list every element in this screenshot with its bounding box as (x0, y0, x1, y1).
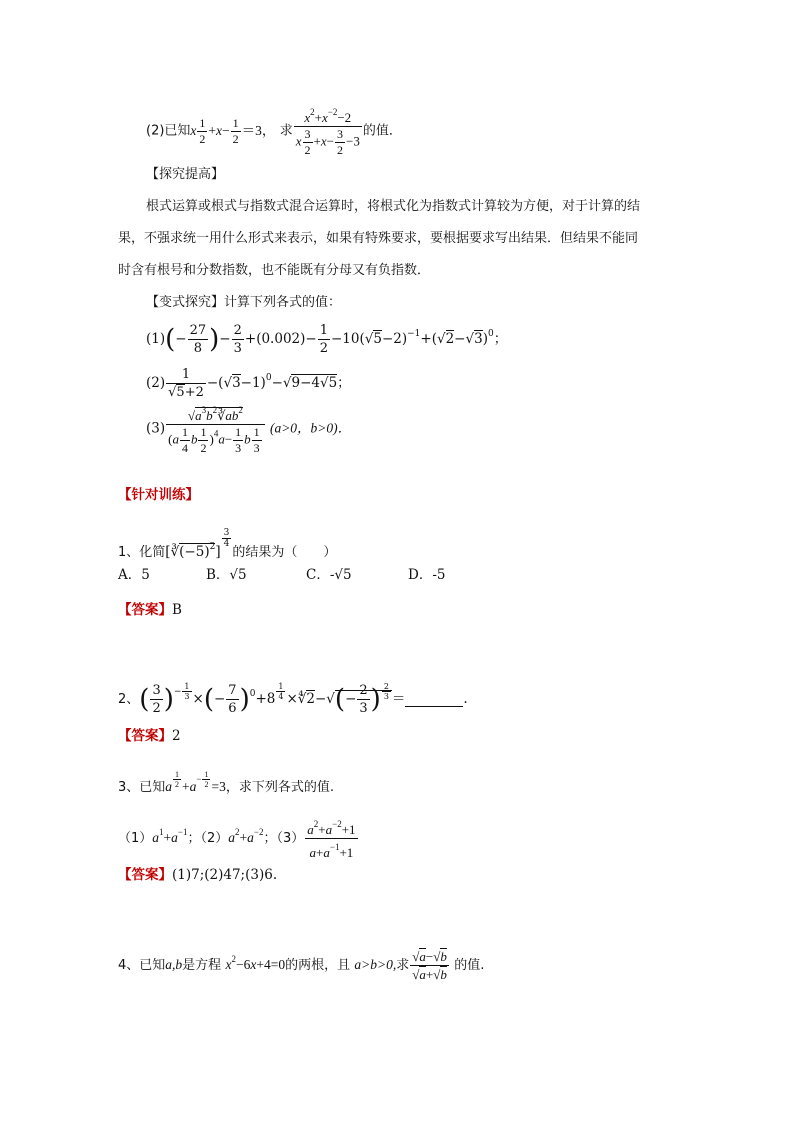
variant-item-2-label: (2) (146, 375, 166, 391)
question-4-text: 的两根，且 (285, 958, 351, 973)
variant-item-1-label: (1) (146, 331, 166, 347)
explore-paragraph-line-3: 时含有根号和分数指数，也不能既有分母又有负指数． (118, 263, 431, 278)
sub3-fraction: $\frac{a^2+a^{-2}+1}{a+a^{-1}+1}$ (305, 816, 357, 861)
variant-intro: 计算下列各式的值： (224, 295, 342, 310)
separator: ； (263, 831, 277, 846)
problem-2-line (146, 104, 402, 158)
explore-title: 【探究提高】 (146, 167, 225, 182)
question-3-condition: a $^{\frac{1}{2}}$ $+a^{- \frac{1}{2}}$ =3 (165, 770, 226, 794)
variant-title-line (146, 294, 341, 312)
question-3-label: 3、已知 (118, 780, 166, 795)
question-4-condition: a>b>0, (354, 957, 397, 972)
variant-item-3-fraction: $√a^3b^2∛ab^2$ (a $\frac{1}{4}$ b $\frac{1}{2}$ )$^4$a− $\frac{1}{3}$ b $\frac{1}{3}$ (166, 402, 265, 456)
sub1-label: （1） (118, 831, 153, 846)
variant-item-2: (2) $\frac{1}{√5+2}$ $-(√3-1)^0-√9-4√5$； (146, 367, 351, 400)
answer-tag: 【答案】 (118, 602, 172, 618)
separator: ； (187, 831, 201, 846)
answer-tag: 【答案】 (118, 867, 172, 883)
variant-item-3-condition: (a>0，b>0)． (269, 420, 352, 436)
variant-item-1: (1)(− $\frac{27}{8}$ )− $\frac{2}{3}$ +(0.002)− $\frac{1}{2}$ $-10(√5-2)^{-1}+(√2-√3)^0$； (146, 323, 508, 356)
question-4-tail: 的值. (454, 958, 485, 973)
answer-value: B (172, 602, 182, 618)
question-1-answer (118, 601, 182, 619)
option-d: D．-5 (408, 567, 446, 583)
explore-paragraph-line-1: 根式运算或根式与指数式混合运算时，将根式化为指数式计算较为方便，对于计算的结 (146, 199, 641, 214)
sub2-label: （2） (200, 831, 229, 846)
explore-paragraph-line-2: 果，不强求统一用什么形式来表示，如果有特殊要求，要根据要求写出结果．但结果不能同 (118, 231, 639, 246)
question-3-answer (118, 866, 277, 884)
question-1 (118, 528, 336, 562)
option-b: B．√5 (206, 567, 247, 583)
question-3-tail: ，求下列各式的值. (225, 780, 334, 795)
variant-title: 【变式探究】 (146, 295, 225, 310)
answer-blank (405, 692, 463, 707)
question-3-subparts (118, 816, 359, 861)
question-4-fraction: $\frac{√a-√b}{√a+√b}$ (412, 949, 447, 982)
problem-2-condition: x $\frac{1}{2}$ +x− $\frac{1}{2}$ ＝3， (190, 115, 276, 146)
answer-tag: 【答案】 (118, 728, 172, 744)
question-4-text: 是方程 (182, 958, 222, 973)
question-1-label: 1、化简 (118, 545, 166, 560)
question-1-tail: 的结果为（ ） (232, 545, 337, 560)
problem-2-fraction: $x^2+x^{-2}-2$ x $\frac{3}{2}$ +x− $\frac{3}{2}$ −3 (294, 104, 362, 158)
problem-2-tail: 的值． (362, 123, 402, 139)
question-2-label: 2、 (118, 692, 140, 707)
problem-2-label: (2)已知 (146, 123, 191, 139)
option-a: A．5 (118, 567, 150, 583)
question-2-answer (118, 727, 181, 745)
question-1-expr: $[∛(-5)^2]$ $\frac{3}{4}$ (165, 528, 230, 560)
answer-value: (1)7;(2)47;(3)6. (172, 867, 278, 883)
question-3 (118, 770, 334, 797)
question-4-label: 4、已知 (118, 958, 166, 973)
variant-item-3 (146, 402, 351, 456)
sub2-expr: $a^2+a^{-2}$ (228, 827, 264, 845)
question-4-ask: 求 (396, 958, 410, 973)
question-2: 2、( $\frac{3}{2}$ )$^{- \frac{1}{3}}$ ×(− $\frac{7}{6}$ )$^0$+8 $^{\frac{1}{4}}$ ×∜2−√(− $\frac{2}{3}$ ) $^{\frac{2}{3}}$ ＝ . (118, 682, 468, 716)
answer-value: 2 (172, 728, 181, 744)
question-4 (118, 948, 484, 983)
sub3-label: （3） (276, 831, 305, 846)
option-c: C．-√5 (306, 567, 352, 583)
problem-2-ask: 求 (279, 123, 293, 139)
variant-item-3-label: (3) (146, 420, 166, 437)
question-4-vars: a,b (165, 957, 183, 972)
question-4-equation: $x^2-6x+4=0$ (225, 954, 286, 972)
training-title: 【针对训练】 (118, 487, 199, 503)
sub1-expr: $a^1+a^{-1}$ (152, 827, 188, 845)
